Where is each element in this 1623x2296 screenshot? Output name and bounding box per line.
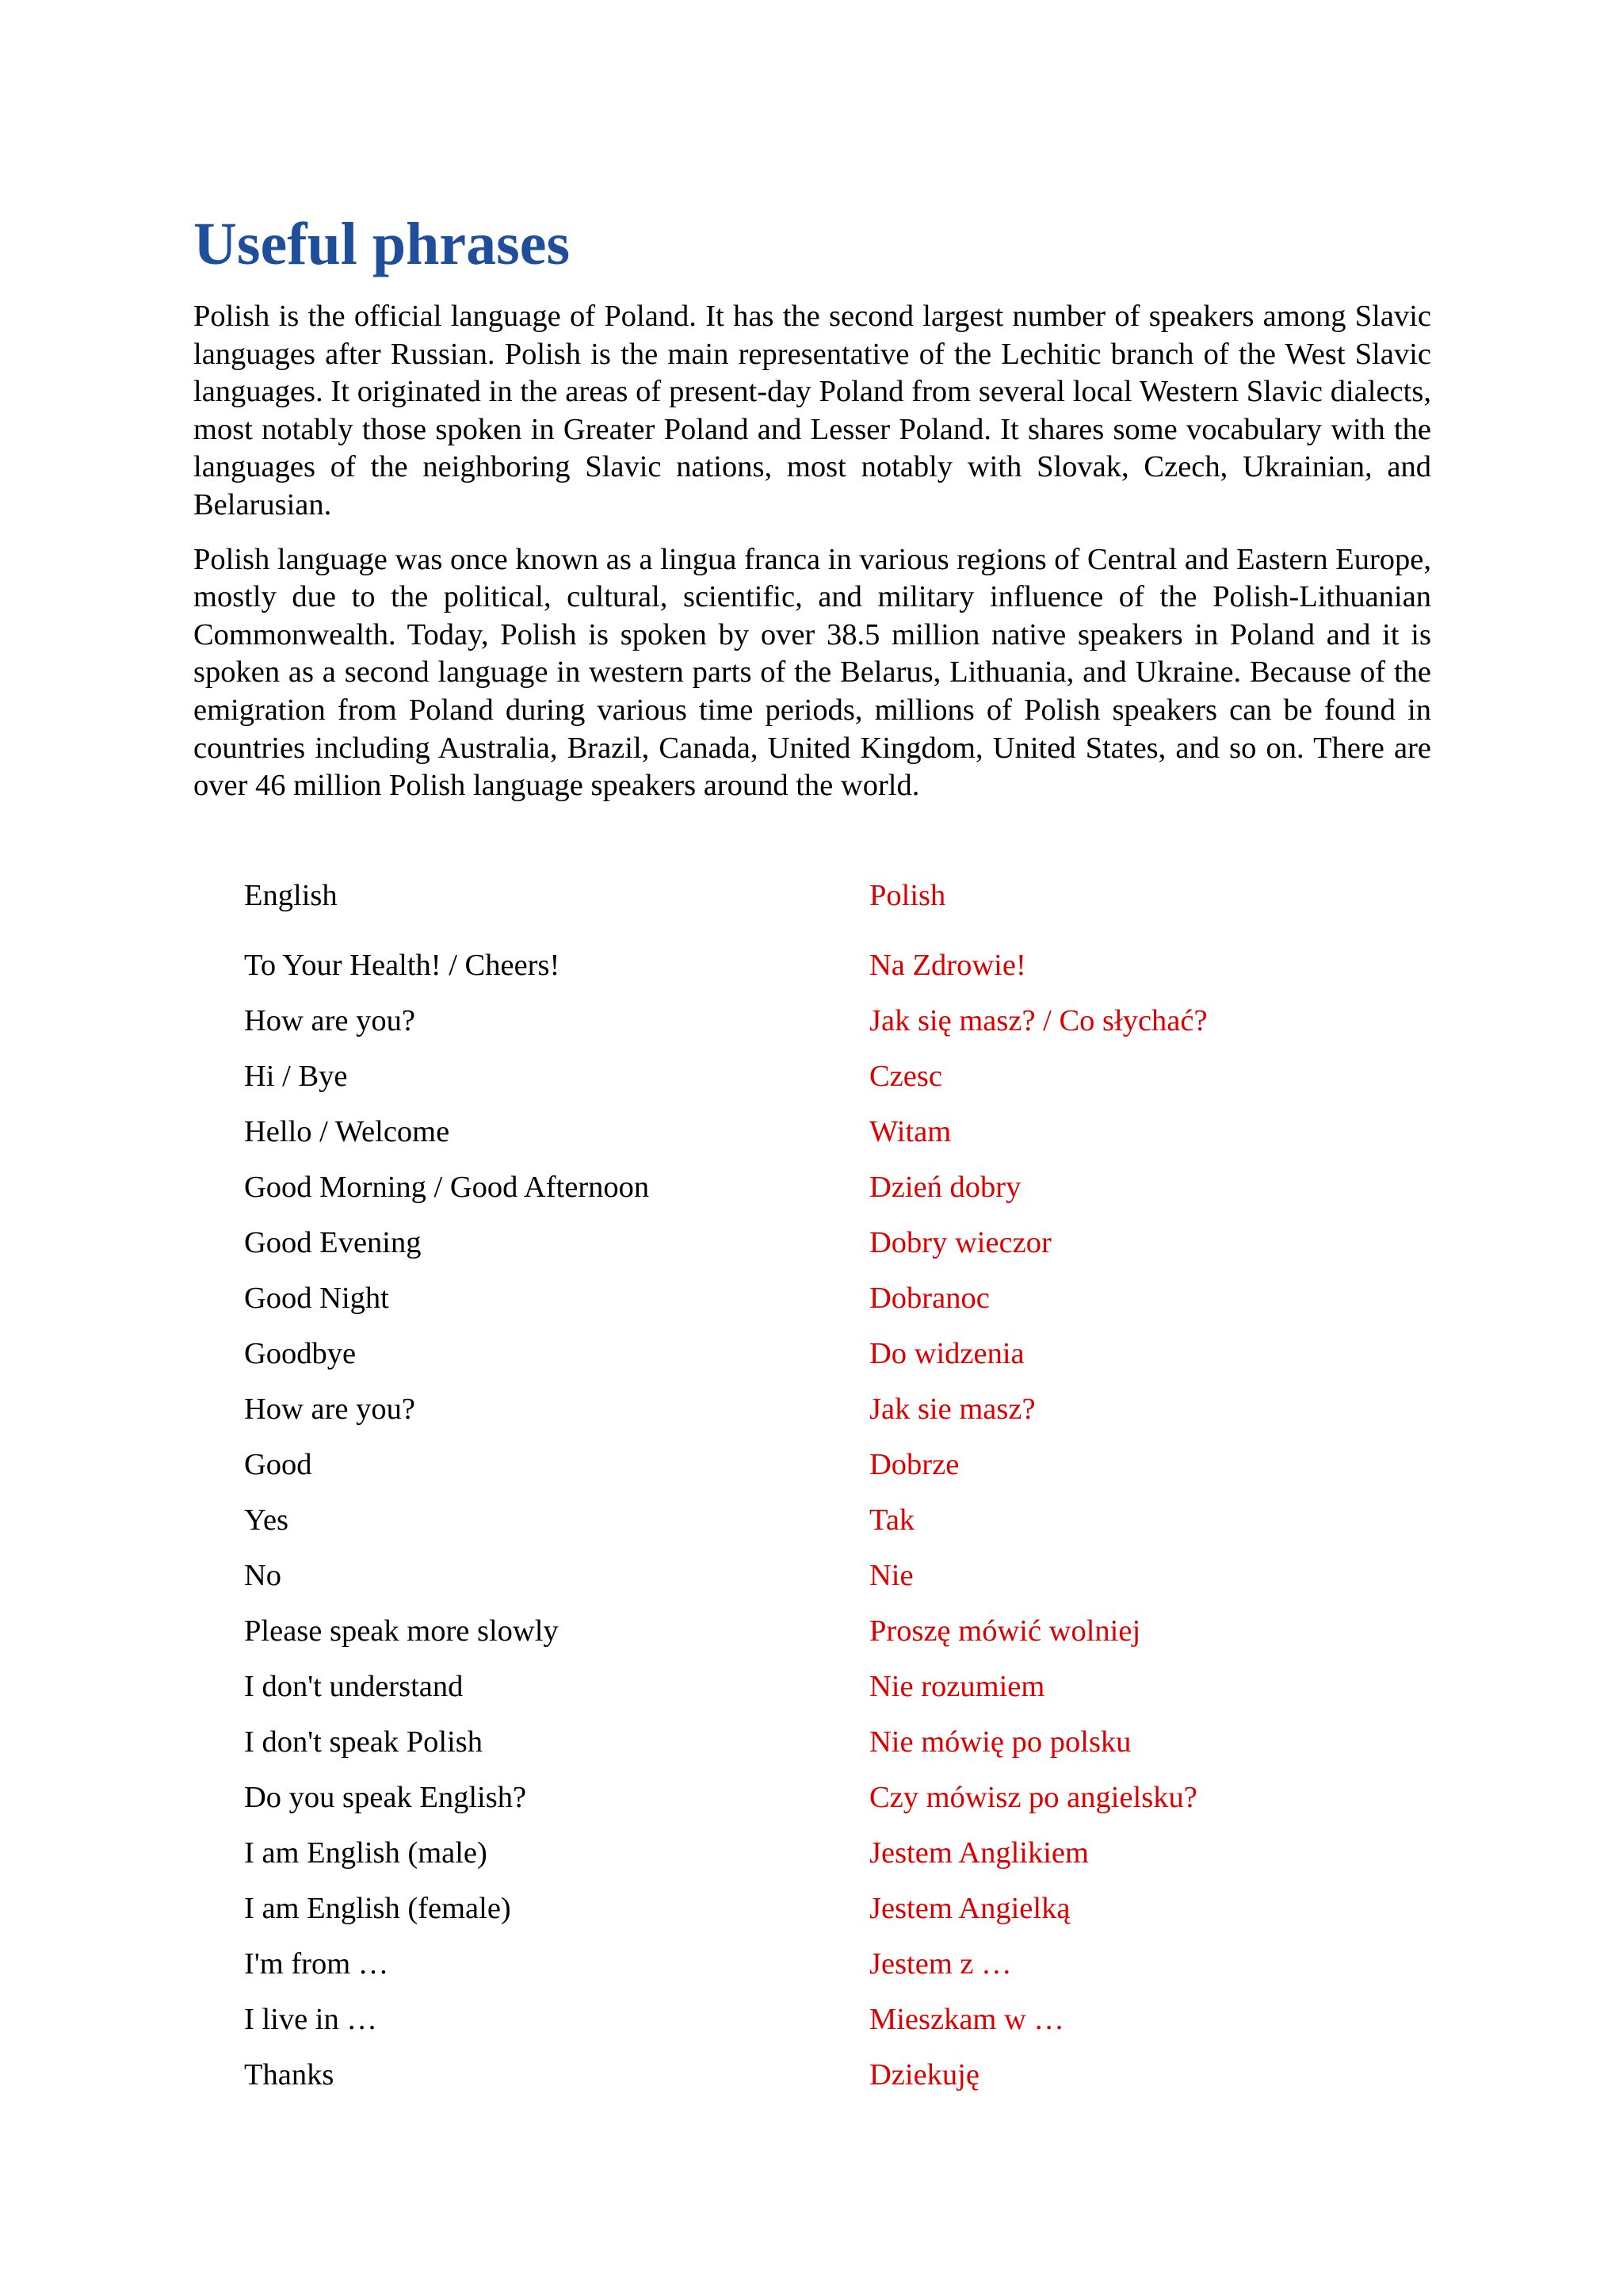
phrase-row xyxy=(244,1611,1354,1667)
phrase-row xyxy=(244,1889,1354,1944)
polish-phrase: Na Zdrowie! xyxy=(869,949,1026,982)
phrase-row xyxy=(244,1556,1354,1611)
phrase-row xyxy=(244,1112,1354,1167)
english-phrase: I'm from … xyxy=(244,1947,389,1981)
english-phrase: Good Morning / Good Afternoon xyxy=(244,1171,650,1204)
english-phrase: Good Evening xyxy=(244,1226,422,1259)
polish-phrase: Czy mówisz po angielsku? xyxy=(869,1781,1197,1814)
english-phrase: Thanks xyxy=(244,2058,334,2092)
phrase-row xyxy=(244,2055,1354,2111)
english-phrase: No xyxy=(244,1559,282,1592)
english-phrase: Good xyxy=(244,1448,312,1481)
polish-phrase: Dobranoc xyxy=(869,1282,990,1315)
polish-phrase: Tak xyxy=(869,1503,915,1537)
phrase-row xyxy=(244,1944,1354,2000)
phrase-row xyxy=(244,1722,1354,1778)
phrase-row xyxy=(244,1500,1354,1556)
intro-paragraph: Polish is the official language of Poland. It has the second largest number of speakers among Slavic languages after Russian. Polish is the main representative of the Lechitic branch of the West Slavic languages. It originated in the areas of present-day Poland from several local Western Slavic dialects, most notably those spoken in Greater Poland and Lesser Poland. It shares some vocabulary with the languages of the neighboring Slavic nations, most notably with Slovak, Czech, Ukrainian, and Belarusian. xyxy=(193,300,1431,521)
polish-phrase: Jak sie masz? xyxy=(869,1392,1036,1426)
phrase-row xyxy=(244,1223,1354,1278)
polish-phrase: Mieszkam w … xyxy=(869,2003,1064,2036)
polish-phrase: Nie mówię po polsku xyxy=(869,1725,1132,1759)
phrase-table-header xyxy=(244,876,1354,946)
polish-phrase: Jestem Anglikiem xyxy=(869,1836,1089,1870)
english-phrase: To Your Health! / Cheers! xyxy=(244,949,560,982)
phrase-table xyxy=(244,876,1354,2111)
english-phrase: Goodbye xyxy=(244,1337,357,1370)
page-title: Useful phrases xyxy=(193,211,571,277)
english-column-header: English xyxy=(244,879,338,912)
english-phrase: I don't understand xyxy=(244,1670,464,1703)
english-phrase: I live in … xyxy=(244,2003,377,2036)
polish-phrase: Dobrze xyxy=(869,1448,960,1481)
polish-phrase: Jak się masz? / Co słychać? xyxy=(869,1004,1208,1037)
polish-phrase: Jestem z … xyxy=(869,1947,1012,1981)
phrase-row xyxy=(244,1167,1354,1223)
english-phrase: Do you speak English? xyxy=(244,1781,527,1814)
phrase-row xyxy=(244,1778,1354,1833)
polish-phrase: Dziekuję xyxy=(869,2058,980,2092)
polish-phrase: Nie xyxy=(869,1559,914,1592)
polish-phrase: Czesc xyxy=(869,1060,942,1093)
phrase-row xyxy=(244,1389,1354,1445)
english-phrase: Please speak more slowly xyxy=(244,1614,559,1648)
english-phrase: How are you? xyxy=(244,1004,415,1037)
document-body xyxy=(193,208,1431,805)
polish-phrase: Nie rozumiem xyxy=(869,1670,1045,1703)
english-phrase: Hello / Welcome xyxy=(244,1115,450,1148)
polish-column-header: Polish xyxy=(869,879,946,912)
polish-phrase: Dobry wieczor xyxy=(869,1226,1052,1259)
phrase-row xyxy=(244,1833,1354,1889)
polish-phrase: Do widzenia xyxy=(869,1337,1025,1370)
phrase-row xyxy=(244,1001,1354,1056)
history-paragraph: Polish language was once known as a lingua franca in various regions of Central and Eastern Europe, mostly due to the political, cultural, scientific, and military influence of the Polish-Lithuanian Commonwealth. Today, Polish is spoken by over 38.5 million native speakers in Poland and it is spoken as a second language in western parts of the Belarus, Lithuania, and Ukraine. Because of the emigration from Poland during various time periods, millions of Polish speakers can be found in countries including Australia, Brazil, Canada, United Kingdom, United States, and so on. There are over 46 million Polish language speakers around the world. xyxy=(193,542,1431,803)
english-phrase: How are you? xyxy=(244,1392,415,1426)
english-phrase: Good Night xyxy=(244,1282,389,1315)
english-phrase: I am English (female) xyxy=(244,1892,511,1925)
english-phrase: Hi / Bye xyxy=(244,1060,348,1093)
polish-phrase: Proszę mówić wolniej xyxy=(869,1614,1141,1648)
phrase-row xyxy=(244,1667,1354,1722)
polish-phrase: Witam xyxy=(869,1115,952,1148)
phrase-row xyxy=(244,1056,1354,1112)
english-phrase: I don't speak Polish xyxy=(244,1725,483,1759)
phrase-row xyxy=(244,1445,1354,1500)
polish-phrase: Jestem Angielką xyxy=(869,1892,1071,1925)
phrase-row xyxy=(244,1334,1354,1389)
english-phrase: Yes xyxy=(244,1503,289,1537)
phrase-row xyxy=(244,1278,1354,1334)
phrase-row xyxy=(244,2000,1354,2055)
english-phrase: I am English (male) xyxy=(244,1836,487,1870)
phrase-row xyxy=(244,946,1354,1001)
polish-phrase: Dzień dobry xyxy=(869,1171,1022,1204)
